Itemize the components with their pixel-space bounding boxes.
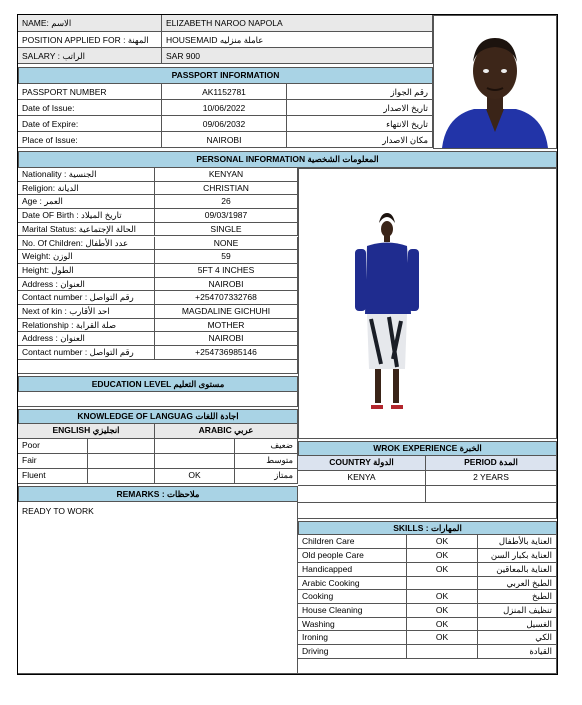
- name-label: NAME: الاسم: [18, 15, 162, 32]
- salary-value: SAR 900: [162, 48, 433, 64]
- language-level-label: Poor: [18, 439, 88, 454]
- language-level-arabic: ضعيف: [235, 439, 298, 454]
- language-level-arabic: ممتاز: [235, 469, 298, 484]
- next-of-kin-value: MAGDALINE GICHUHI: [155, 305, 298, 319]
- marital-status-value: SINGLE: [155, 223, 298, 237]
- skill-name: Children Care: [298, 535, 407, 549]
- skill-status: OK: [407, 631, 478, 645]
- contact-number-value: +254707332768: [155, 291, 298, 305]
- passport-row-label: PASSPORT NUMBER: [18, 84, 162, 100]
- passport-section-header: PASSPORT INFORMATION: [18, 67, 433, 84]
- height-value: 5FT 4 INCHES: [155, 264, 298, 278]
- experience-blank-cell: [298, 486, 426, 503]
- place-of-issue-value: NAIROBI: [162, 132, 287, 148]
- skill-arabic: تنظيف المنزل: [478, 604, 557, 618]
- skill-arabic: العناية بالمعاقين: [478, 563, 557, 577]
- passport-row-label: Place of Issue:: [18, 132, 162, 148]
- skill-name: Cooking: [298, 590, 407, 604]
- english-level-value: [88, 439, 155, 454]
- skills-section-header: SKILLS : المهارات: [298, 521, 557, 535]
- birth-date-value: 09/03/1987: [155, 209, 298, 223]
- personal-section-header: PERSONAL INFORMATION المعلومات الشخصية: [18, 151, 557, 168]
- skill-name: Driving: [298, 645, 407, 659]
- arabic-level-value: [155, 439, 235, 454]
- experience-country-value: KENYA: [298, 471, 426, 486]
- salary-label: SALARY : الراتب: [18, 48, 162, 64]
- language-level-label: Fair: [18, 454, 88, 469]
- country-column-header: COUNTRY الدولة: [298, 456, 426, 471]
- period-column-header: PERIOD المدة: [426, 456, 557, 471]
- skill-name: Old people Care: [298, 549, 407, 563]
- remarks-value: READY TO WORK: [18, 502, 298, 674]
- personal-row-label: Height: الطول: [18, 264, 155, 278]
- skill-arabic: العناية بالأطفال: [478, 535, 557, 549]
- portrait-photo: [433, 15, 557, 149]
- personal-row-label: Religion: الديانة: [18, 182, 155, 196]
- education-section-header: EDUCATION LEVEL مستوى التعليم: [18, 376, 298, 392]
- skill-status: OK: [407, 535, 478, 549]
- issue-date-value: 10/06/2022: [162, 100, 287, 116]
- blank-row: [18, 360, 298, 374]
- passport-row-arabic: تاريخ الانتهاء: [287, 116, 433, 132]
- skill-name: Ironing: [298, 631, 407, 645]
- passport-row-label: Date of Issue:: [18, 100, 162, 116]
- language-level-label: Fluent: [18, 469, 88, 484]
- personal-row-label: Contact number : رقم التواصل: [18, 346, 155, 360]
- personal-row-label: Next of kin : احد الأقارب: [18, 305, 155, 319]
- relationship-value: MOTHER: [155, 319, 298, 333]
- kin-contact-value: +254736985146: [155, 346, 298, 360]
- experience-blank-row: [298, 503, 557, 519]
- education-value: [18, 392, 298, 407]
- skill-status: OK: [407, 618, 478, 631]
- skill-status: [407, 577, 478, 590]
- full-body-photo: [298, 168, 557, 439]
- skill-name: House Cleaning: [298, 604, 407, 618]
- personal-row-label: Address : العنوان: [18, 278, 155, 292]
- personal-row-label: Age : العمر: [18, 195, 155, 209]
- expiry-date-value: 09/06/2032: [162, 116, 287, 132]
- passport-number-value: AK1152781: [162, 84, 287, 100]
- personal-row-label: Contact number : رقم التواصل: [18, 291, 155, 305]
- children-value: NONE: [155, 237, 298, 251]
- skill-arabic: الغسيل: [478, 618, 557, 631]
- personal-row-label: Address : العنوان: [18, 332, 155, 346]
- personal-row-label: Date OF Birth : تاريخ الميلاد: [18, 209, 155, 223]
- skill-status: OK: [407, 604, 478, 618]
- name-value: ELIZABETH NAROO NAPOLA: [162, 15, 433, 32]
- passport-row-arabic: مكان الاصدار: [287, 132, 433, 148]
- address-value: NAIROBI: [155, 278, 298, 292]
- arabic-level-value: [155, 454, 235, 469]
- weight-value: 59: [155, 250, 298, 264]
- nationality-value: KENYAN: [155, 168, 298, 182]
- english-column-header: ENGLISH انجليزي: [18, 424, 155, 439]
- skills-blank-row: [298, 659, 557, 674]
- skill-arabic: الكي: [478, 631, 557, 645]
- kin-address-value: NAIROBI: [155, 332, 298, 346]
- experience-period-value: 2 YEARS: [426, 471, 557, 486]
- language-section-header: KNOWLEDGE OF LANGUAG اجادة اللغات: [18, 409, 298, 424]
- passport-row-arabic: رقم الجواز: [287, 84, 433, 100]
- skill-status: OK: [407, 563, 478, 577]
- position-label: POSITION APPLIED FOR : المهنة: [18, 32, 162, 48]
- english-level-value: [88, 454, 155, 469]
- skill-name: Handicapped: [298, 563, 407, 577]
- personal-row-label: Nationality : الجنسية: [18, 168, 155, 182]
- experience-section-header: WROK EXPERIENCE الخبرة: [298, 441, 557, 456]
- skill-arabic: العناية بكبار السن: [478, 549, 557, 563]
- skill-status: OK: [407, 549, 478, 563]
- skill-name: Arabic Cooking: [298, 577, 407, 590]
- personal-row-label: No. Of Children: عدد الأطفال: [18, 237, 155, 251]
- skill-status: [407, 645, 478, 659]
- experience-blank-cell: [426, 486, 557, 503]
- position-value: HOUSEMAID عاملة منزليه: [162, 32, 433, 48]
- personal-row-label: Marital Status: الحالة الإجتماعية: [18, 223, 155, 237]
- religion-value: CHRISTIAN: [155, 182, 298, 196]
- skill-arabic: الطبخ: [478, 590, 557, 604]
- personal-row-label: Relationship : صلة القرابة: [18, 319, 155, 333]
- remarks-section-header: REMARKS : ملاحظات: [18, 486, 298, 502]
- personal-row-label: Weight: الوزن: [18, 250, 155, 264]
- arabic-level-value: OK: [155, 469, 235, 484]
- age-value: 26: [155, 195, 298, 209]
- passport-row-arabic: تاريخ الاصدار: [287, 100, 433, 116]
- skill-arabic: الطبخ العربي: [478, 577, 557, 590]
- skill-status: OK: [407, 590, 478, 604]
- passport-row-label: Date of Expire:: [18, 116, 162, 132]
- english-level-value: [88, 469, 155, 484]
- language-level-arabic: متوسط: [235, 454, 298, 469]
- skill-arabic: القيادة: [478, 645, 557, 659]
- skill-name: Washing: [298, 618, 407, 631]
- arabic-column-header: ARABIC عربي: [155, 424, 298, 439]
